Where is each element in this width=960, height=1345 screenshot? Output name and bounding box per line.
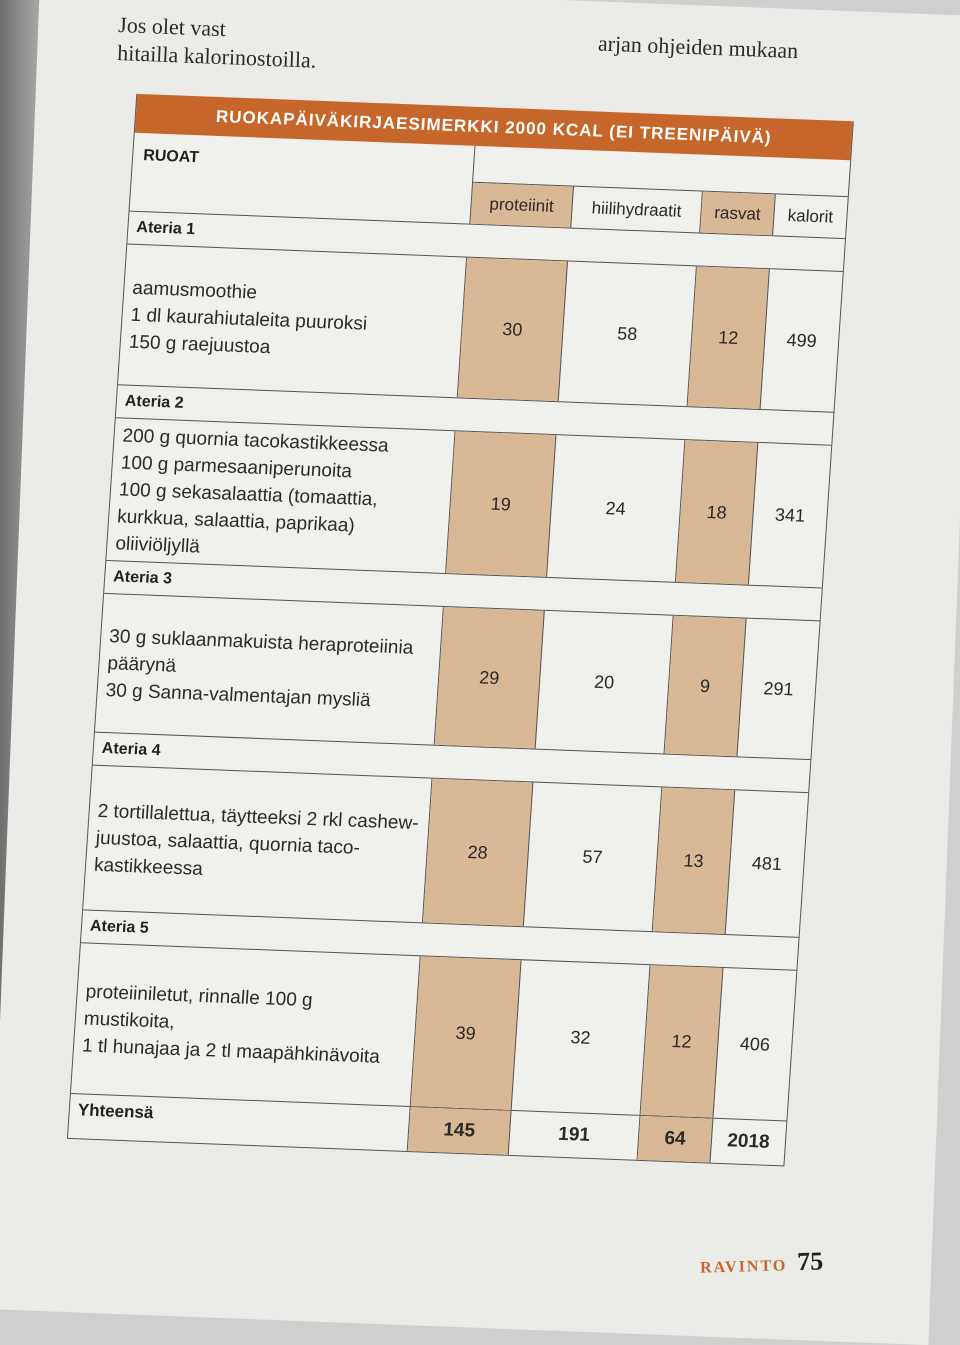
meal-row (95, 594, 820, 760)
food-item: päärynä (106, 652, 177, 677)
kcal-value: 341 (774, 504, 806, 526)
total-carbs: 191 (509, 1111, 641, 1160)
fat-value: 9 (665, 616, 747, 757)
total-kcal: 2018 (726, 1130, 771, 1153)
meal-foods (71, 943, 421, 1106)
total-fat: 64 (638, 1116, 714, 1163)
header-fat: rasvat (700, 192, 776, 236)
food-item: 1 tl hunajaa ja 2 tl maapähkinävoita (81, 1034, 381, 1068)
food-item: juustoa, salaattia, quornia taco- (95, 827, 361, 859)
meal-foods (83, 766, 432, 923)
meal-header: Ateria 5 (81, 910, 799, 970)
meal-row (71, 943, 796, 1120)
kcal-value: 481 (751, 852, 783, 874)
total-label: Yhteensä (68, 1094, 411, 1151)
total-protein: 145 (408, 1107, 512, 1155)
carbs-value: 24 (547, 435, 685, 582)
fat-value: 18 (676, 440, 758, 585)
fat-value: 12 (641, 965, 724, 1118)
meal-foods (106, 418, 455, 573)
food-item: aamusmoothie (131, 277, 258, 304)
meal-foods (118, 245, 467, 398)
food-item: 200 g quornia tacokastikkeessa (121, 425, 390, 457)
protein-value: 28 (423, 779, 533, 927)
food-diary-table (67, 94, 854, 1167)
food-item: 30 g Sanna-valmentajan mysliä (105, 679, 372, 711)
meal-foods (95, 594, 444, 745)
food-column-header (130, 133, 476, 224)
meal-header: Ateria 3 (104, 561, 822, 621)
protein-value: 30 (458, 258, 568, 402)
intro-text-right (597, 29, 798, 65)
food-item: kastikkeessa (93, 854, 204, 880)
intro-line-2: hitailla kalorinostoilla. (116, 40, 317, 73)
protein-value: 29 (435, 607, 545, 749)
table-title: RUOKAPÄIVÄKIRJAESIMERKKI 2000 KCAL (EI TREENIPÄIVÄ) (135, 94, 853, 160)
protein-value: 19 (446, 431, 556, 577)
meal-row (106, 418, 831, 588)
food-item: 2 tortillalettua, täytteeksi 2 rkl cashew- (97, 800, 420, 834)
meal-row (83, 766, 808, 938)
food-item: 100 g sekasalaattia (tomaattia, (118, 478, 379, 510)
carbs-value: 57 (524, 783, 662, 932)
intro-line-1: Jos olet vast (117, 12, 227, 42)
header-protein: proteiinit (470, 183, 574, 228)
kcal-value: 291 (762, 677, 795, 699)
meal-header: Ateria 4 (93, 733, 811, 793)
kcal-value: 406 (739, 1033, 771, 1055)
food-item: kurkkua, salaattia, paprikaa) oliiviöljyllä (114, 505, 356, 558)
header-carbs: hiilihydraatit (571, 187, 703, 233)
page-footer (700, 1246, 824, 1279)
fat-value: 12 (688, 266, 770, 409)
meal-header: Ateria 1 (127, 212, 845, 272)
meal-header: Ateria 2 (116, 385, 834, 445)
fat-value: 13 (653, 787, 735, 934)
page-number: 75 (796, 1246, 824, 1277)
section-name: RAVINTO (699, 1257, 788, 1277)
food-item: 150 g raejuustoa (128, 331, 272, 358)
intro-text-left (117, 11, 318, 75)
food-item: 30 g suklaanmakuista heraproteiinia (108, 625, 414, 659)
food-item: 100 g parmesaaniperunoita (120, 451, 353, 482)
intro-line-right: arjan ohjeiden mukaan (597, 30, 799, 64)
header-kcal: kalorit (787, 205, 834, 227)
food-item: proteiiniletut, rinnalle 100 g mustikoita, (83, 981, 314, 1033)
kcal-value: 499 (786, 329, 818, 351)
carbs-value: 32 (512, 960, 651, 1115)
carbs-value: 20 (536, 611, 674, 754)
meal-row (118, 245, 843, 413)
protein-value: 39 (411, 956, 522, 1110)
carbs-value: 58 (559, 261, 697, 406)
food-header-label: RUOAT (142, 147, 200, 167)
food-item: 1 dl kaurahiutaleita puuroksi (129, 304, 368, 335)
